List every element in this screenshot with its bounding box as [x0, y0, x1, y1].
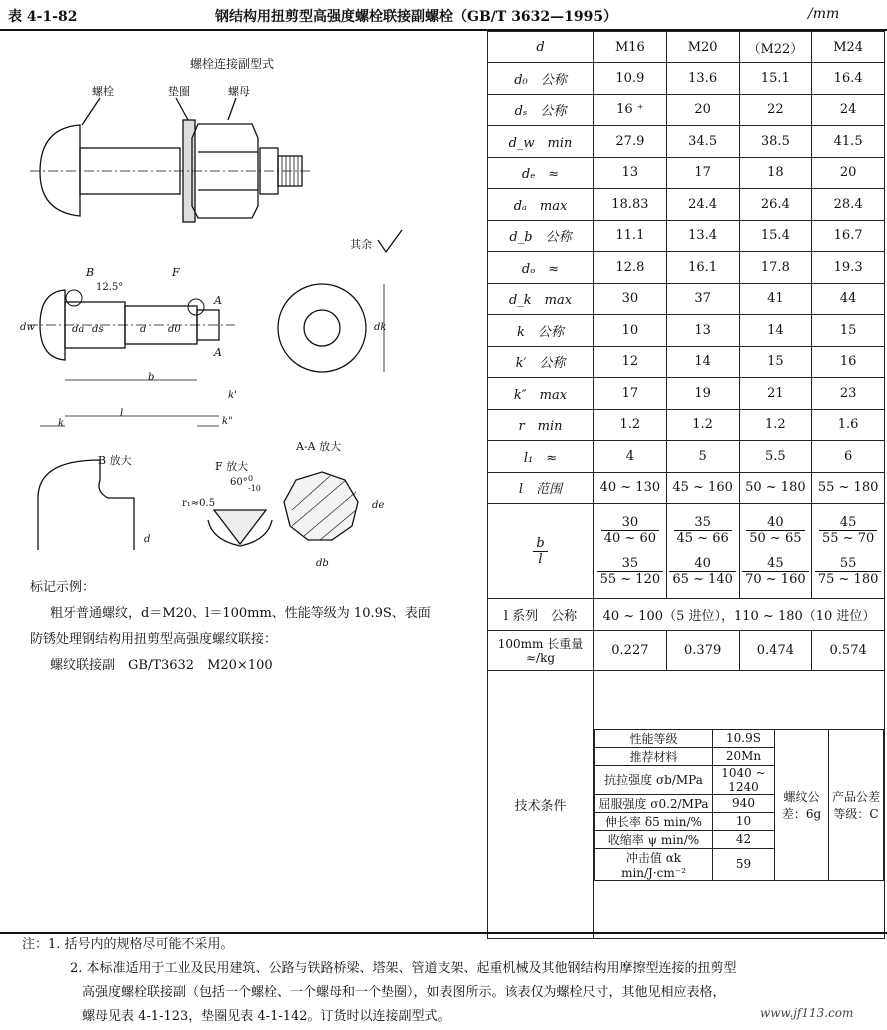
- dim-kp: k': [228, 390, 237, 401]
- table-row: [488, 94, 885, 126]
- tech-value: 10: [713, 812, 775, 830]
- label-aa-enlarge: A-A 放大: [296, 440, 342, 453]
- note-2a: 2. 本标准适用于工业及民用建筑、公路与铁路桥梁、塔架、管道支架、起重机械及其他钢结构用摩擦型连接的扭剪型: [70, 961, 737, 976]
- table-row: [488, 441, 885, 473]
- table-cell: 20: [666, 94, 739, 126]
- label-angle: 12.5°: [96, 282, 124, 293]
- table-cell: 41: [739, 283, 812, 315]
- note-1: 注：1. 括号内的规格尽可能不采用。: [22, 937, 234, 952]
- table-cell: 17: [594, 378, 667, 410]
- note-2b: 高强度螺栓联接副（包括一个螺栓、一个螺母和一个垫圈），如表图所示。该表仅为螺栓尺寸，其他见相应表格，: [82, 985, 726, 1000]
- dim-dk: dk: [374, 322, 387, 333]
- row-label: dₛ 公称: [488, 94, 594, 126]
- tech-name: 冲击值 αk min/J·cm⁻²: [595, 848, 713, 880]
- dim-ds: ds: [92, 324, 104, 335]
- table-cell: 16.7: [812, 220, 885, 252]
- table-row: [488, 220, 885, 252]
- header-cell: M20: [666, 32, 739, 63]
- dim-de: de: [372, 500, 385, 511]
- table-cell: 17.8: [739, 252, 812, 284]
- row-label: dₒ ≈: [488, 252, 594, 284]
- thread-tolerance: 螺纹公差：6g: [775, 729, 829, 880]
- table-cell: 10.9: [594, 63, 667, 95]
- marking-example: [30, 575, 480, 679]
- table-cell: 5: [666, 441, 739, 473]
- table-cell: 15: [812, 315, 885, 347]
- tech-name: 性能等级: [595, 729, 713, 747]
- tech-label: 技术条件: [488, 671, 594, 939]
- label-nut: 螺母: [228, 85, 250, 98]
- table-cell: 12: [594, 346, 667, 378]
- tech-value: 42: [713, 830, 775, 848]
- header-cell: （M22）: [739, 32, 812, 63]
- label-bolt: 螺栓: [92, 85, 114, 98]
- table-row: [488, 252, 885, 284]
- header-cell: M24: [812, 32, 885, 63]
- table-cell: 34.5: [666, 126, 739, 158]
- spec-table: [487, 31, 885, 939]
- table-cell: 1.6: [812, 409, 885, 441]
- table-cell: 1.2: [739, 409, 812, 441]
- label-f-enlarge: F 放大: [215, 460, 249, 473]
- table-cell: 16: [812, 346, 885, 378]
- row-label: dₑ ≈: [488, 157, 594, 189]
- weight-label: 100mm 长重量 ≈/kg: [488, 631, 594, 671]
- row-label: d_k max: [488, 283, 594, 315]
- table-row: [488, 315, 885, 347]
- tech-name: 抗拉强度 σb/MPa: [595, 765, 713, 794]
- row-label: r min: [488, 409, 594, 441]
- label-b: B: [86, 266, 95, 279]
- note-2c: 螺母见表 4-1-123，垫圈见表 4-1-142。订货时以连接副型式。: [82, 1009, 451, 1024]
- product-grade: 产品公差等级：C: [829, 729, 884, 880]
- example-line-1: 粗牙普通螺纹，d＝M20、l＝100mm、性能等级为 10.9S、表面: [50, 606, 431, 621]
- table-cell: 22: [739, 94, 812, 126]
- weight-cell: 0.227: [594, 631, 667, 671]
- table-row: [488, 409, 885, 441]
- table-cell: 50 ~ 180: [739, 472, 812, 504]
- table-cell: 44: [812, 283, 885, 315]
- table-cell: 19.3: [812, 252, 885, 284]
- tech-cell: [594, 671, 885, 939]
- table-cell: 12.8: [594, 252, 667, 284]
- row-label: d_b 公称: [488, 220, 594, 252]
- table-cell: 15: [739, 346, 812, 378]
- l-series-value: 40 ~ 100（5 进位），110 ~ 180（10 进位）: [594, 599, 885, 631]
- table-cell: 13: [594, 157, 667, 189]
- unit-label: /mm: [808, 6, 840, 22]
- label-b-enlarge: B 放大: [98, 454, 132, 467]
- tech-value: 10.9S: [713, 729, 775, 747]
- table-cell: 10: [594, 315, 667, 347]
- weight-cell: 0.379: [666, 631, 739, 671]
- table-cell: 45 ~ 160: [666, 472, 739, 504]
- row-label: d_w min: [488, 126, 594, 158]
- bolt-drawing: [0, 40, 485, 575]
- table-cell: 18.83: [594, 189, 667, 221]
- label-a-bottom: A: [214, 346, 222, 359]
- table-cell: 27.9: [594, 126, 667, 158]
- b-over-l-label: $\frac{b}{l}$: [488, 504, 594, 599]
- dim-k: k: [58, 418, 65, 429]
- table-row: [488, 157, 885, 189]
- table-cell: 15.1: [739, 63, 812, 95]
- label-f: F: [172, 266, 180, 279]
- table-cell: 18: [739, 157, 812, 189]
- table-cell: 13.6: [666, 63, 739, 95]
- tech-name: 推荐材料: [595, 747, 713, 765]
- table-cell: 37: [666, 283, 739, 315]
- label-a-top: A: [214, 294, 222, 307]
- table-row: [488, 126, 885, 158]
- table-number: 表 4-1-82: [8, 9, 78, 25]
- l-series-label: l 系列 公称: [488, 599, 594, 631]
- b-over-l-cell: $\frac{30}{40 \sim 60}$ $\frac{35}{55 \sim 120}$: [594, 504, 667, 599]
- dim-d: d: [140, 324, 147, 335]
- table-cell: 41.5: [812, 126, 885, 158]
- example-line-2: 防锈处理钢结构用扭剪型高强度螺纹联接：: [30, 632, 278, 647]
- table-cell: 26.4: [739, 189, 812, 221]
- row-label: d₀ 公称: [488, 63, 594, 95]
- row-label: dₐ max: [488, 189, 594, 221]
- row-label: l₁ ≈: [488, 441, 594, 473]
- table-cell: 19: [666, 378, 739, 410]
- label-angle-f: 60°: [230, 477, 248, 488]
- table-cell: 13.4: [666, 220, 739, 252]
- dim-l: l: [120, 408, 124, 419]
- tech-value: 940: [713, 794, 775, 812]
- label-washer: 垫圈: [168, 85, 190, 98]
- table-cell: 11.1: [594, 220, 667, 252]
- table-cell: 30: [594, 283, 667, 315]
- table-cell: 14: [666, 346, 739, 378]
- table-cell: 15.4: [739, 220, 812, 252]
- weight-row: [488, 631, 885, 671]
- table-cell: 16 ⁺: [594, 94, 667, 126]
- dim-da: da: [72, 324, 85, 335]
- tech-value: 20Mn: [713, 747, 775, 765]
- dim-d0: d0: [168, 324, 181, 335]
- l-series-row: [488, 599, 885, 631]
- table-cell: 28.4: [812, 189, 885, 221]
- notes: [22, 933, 882, 1029]
- table-cell: 5.5: [739, 441, 812, 473]
- tech-name: 伸长率 δ5 min/%: [595, 812, 713, 830]
- dim-dw: dw: [20, 322, 35, 333]
- example-line-3: 螺纹联接副 GB/T3632 M20×100: [50, 658, 273, 673]
- dim-kpp: k": [222, 416, 233, 427]
- tech-value: 59: [713, 848, 775, 880]
- b-over-l-row: [488, 504, 885, 599]
- tech-table: [594, 729, 884, 881]
- table-cell: 13: [666, 315, 739, 347]
- label-angle-tol-bottom: -10: [248, 484, 261, 493]
- row-label: k′ 公称: [488, 346, 594, 378]
- table-row: [488, 346, 885, 378]
- table-cell: 40 ~ 130: [594, 472, 667, 504]
- dim-b: b: [148, 372, 155, 383]
- table-cell: 20: [812, 157, 885, 189]
- table-cell: 16.1: [666, 252, 739, 284]
- table-cell: 17: [666, 157, 739, 189]
- row-label: k 公称: [488, 315, 594, 347]
- tech-row-item: [595, 729, 884, 747]
- b-over-l-cell: $\frac{45}{55 \sim 70}$ $\frac{55}{75 \sim 180}$: [812, 504, 885, 599]
- table-cell: 14: [739, 315, 812, 347]
- row-label: l 范围: [488, 472, 594, 504]
- b-over-l-cell: $\frac{40}{50 \sim 65}$ $\frac{45}{70 \sim 160}$: [739, 504, 812, 599]
- table-cell: 16.4: [812, 63, 885, 95]
- table-row: [488, 189, 885, 221]
- table-cell: 4: [594, 441, 667, 473]
- drawing-title: 螺栓连接副型式: [190, 57, 275, 71]
- table-cell: 21: [739, 378, 812, 410]
- table-cell: 24: [812, 94, 885, 126]
- table-cell: 38.5: [739, 126, 812, 158]
- table-row: [488, 378, 885, 410]
- table-row: [488, 283, 885, 315]
- page-title: 钢结构用扭剪型高强度螺栓联接副螺栓（GB/T 3632—1995）: [215, 9, 618, 25]
- table-cell: 55 ~ 180: [812, 472, 885, 504]
- tech-row: [488, 671, 885, 939]
- table-header-row: [488, 32, 885, 63]
- example-heading: 标记示例：: [30, 580, 96, 595]
- dim-db: db: [316, 558, 329, 569]
- header-cell: M16: [594, 32, 667, 63]
- table-cell: 6: [812, 441, 885, 473]
- table-cell: 24.4: [666, 189, 739, 221]
- label-angle-tol-top: 0: [248, 474, 254, 483]
- tech-name: 收缩率 ψ min/%: [595, 830, 713, 848]
- dim-d-enlarge: d: [144, 534, 151, 545]
- table-cell: 1.2: [666, 409, 739, 441]
- row-label: k″ max: [488, 378, 594, 410]
- table-cell: 23: [812, 378, 885, 410]
- tech-name: 屈服强度 σ0.2/MPa: [595, 794, 713, 812]
- weight-cell: 0.574: [812, 631, 885, 671]
- table-cell: 1.2: [594, 409, 667, 441]
- watermark: www.jf113.com: [760, 1006, 854, 1020]
- label-r1: r₁≈0.5: [182, 498, 216, 509]
- tech-value: 1040 ~ 1240: [713, 765, 775, 794]
- header-cell: d: [488, 32, 594, 63]
- b-over-l-cell: $\frac{35}{45 \sim 66}$ $\frac{40}{65 \sim 140}$: [666, 504, 739, 599]
- label-roughness: 其余: [350, 238, 372, 251]
- weight-cell: 0.474: [739, 631, 812, 671]
- table-row: [488, 472, 885, 504]
- table-row: [488, 63, 885, 95]
